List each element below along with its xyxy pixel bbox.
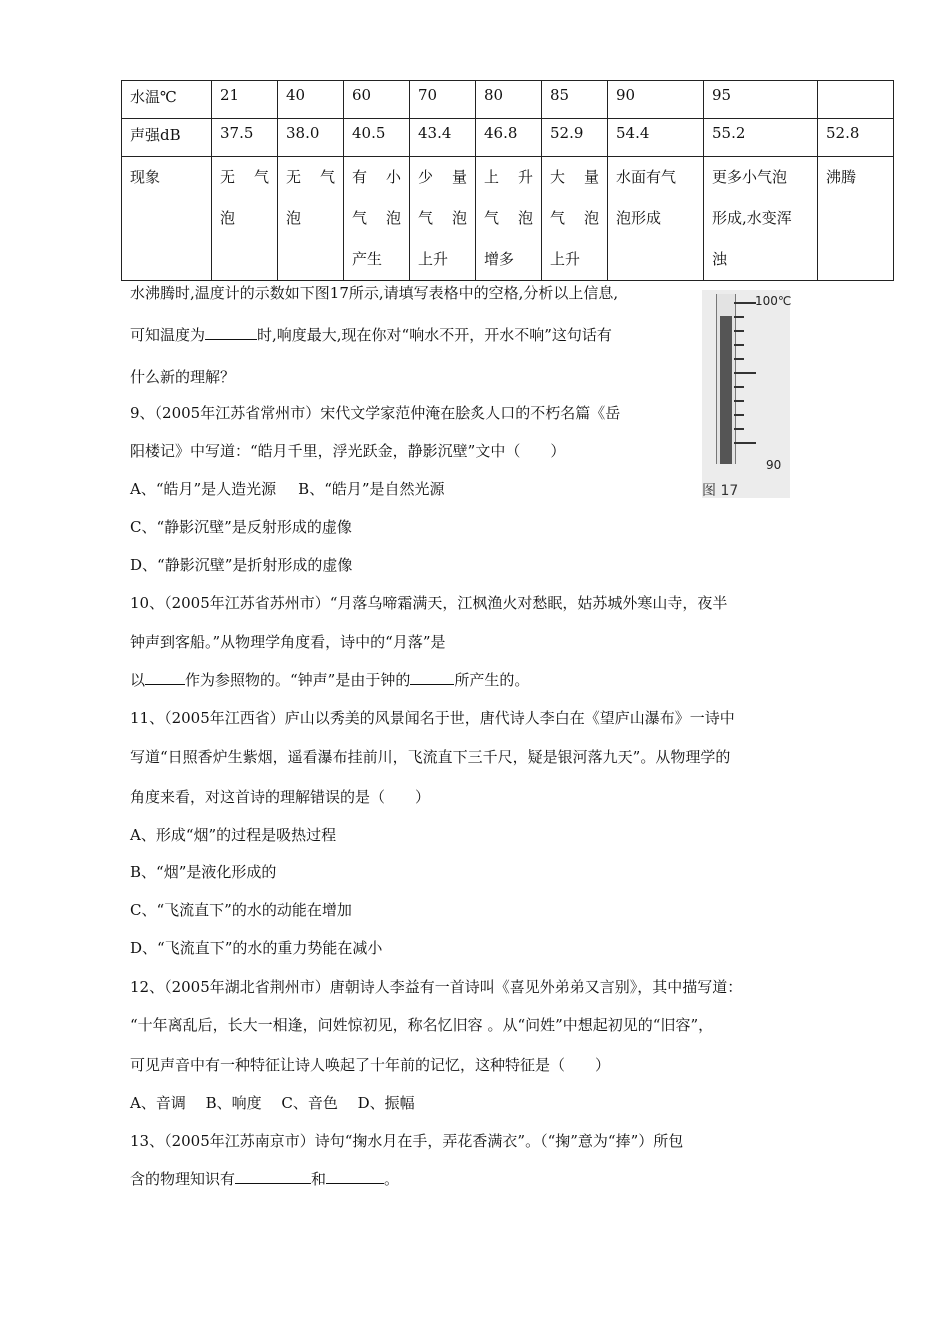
cell-line: 泡: [220, 209, 236, 227]
cell-line: 上升: [418, 250, 449, 268]
table-cell: 52.9: [542, 119, 608, 157]
bottom-scale-label: 90: [766, 458, 782, 472]
cell-line: 泡形成: [616, 209, 662, 227]
table-cell: 80: [476, 81, 542, 119]
table-cell: [818, 157, 894, 281]
data-table: [121, 80, 894, 281]
table-cell: [818, 81, 894, 119]
scale-tick: [734, 302, 756, 304]
cell-line: 大 量: [550, 168, 599, 186]
q11-line1: 11、（2005年江西省）庐山以秀美的风景闻名于世，唐代诗人李白在《望庐山瀑布》一诗中: [130, 709, 735, 727]
table-cell: 54.4: [608, 119, 704, 157]
cell-line: 气 泡: [352, 209, 401, 227]
q9-option-a[interactable]: A、“皓月”是人造光源: [130, 480, 277, 498]
table-cell: 85: [542, 81, 608, 119]
cell-line: 更多小气泡: [712, 168, 788, 186]
table-cell: 21: [212, 81, 278, 119]
table-row: [122, 119, 894, 157]
table-cell: [410, 157, 476, 281]
q10-line3: 以 作为参照物的。“钟声”是由于钟的 所产生的。: [130, 671, 530, 689]
q12-line2: “十年离乱后，长大一相逢，问姓惊初见，称名忆旧容 。从“问姓”中想起初见的“旧容”，: [130, 1016, 714, 1034]
scale-tick: [734, 372, 756, 374]
table-cell: 46.8: [476, 119, 542, 157]
scale-tick: [734, 358, 744, 360]
cell-line: 无 气: [220, 168, 269, 186]
q11-option-b[interactable]: B、“烟”是液化形成的: [130, 863, 277, 881]
table-cell: [542, 157, 608, 281]
mercury-column: [720, 316, 732, 464]
cell-line: 沸腾: [826, 168, 857, 186]
q9-line2: 阳楼记》中写道：“皓月千里，浮光跃金，静影沉壁”文中（ ）: [130, 442, 566, 460]
q11-line3: 角度来看，对这首诗的理解错误的是（ ）: [130, 788, 431, 806]
table-cell: [344, 157, 410, 281]
q8-line2: 可知温度为 时,响度最大,现在你对“响水不开，开水不响”这句话有: [130, 326, 612, 344]
answer-blank[interactable]: [326, 1169, 384, 1184]
scale-tick: [734, 386, 744, 388]
answer-blank[interactable]: [410, 670, 454, 685]
cell-line: 气 泡: [418, 209, 467, 227]
table-cell: 95: [704, 81, 818, 119]
table-cell: 60: [344, 81, 410, 119]
cell-line: 少 量: [418, 168, 467, 186]
scale-tick: [734, 428, 744, 430]
cell-line: 无 气: [286, 168, 335, 186]
table-cell: 40: [278, 81, 344, 119]
table-cell: 43.4: [410, 119, 476, 157]
row-label: 现象: [122, 157, 212, 281]
cell-line: 水面有气: [616, 168, 677, 186]
table-cell: 37.5: [212, 119, 278, 157]
q11-option-d[interactable]: D、“飞流直下”的水的重力势能在减小: [130, 939, 383, 957]
row-label: 水温℃: [122, 81, 212, 119]
table-cell: 40.5: [344, 119, 410, 157]
table-cell: [476, 157, 542, 281]
table-cell: 55.2: [704, 119, 818, 157]
q9-option-d[interactable]: D、“静影沉壁”是折射形成的虚像: [130, 556, 353, 574]
q12-line3: 可见声音中有一种特征让诗人唤起了十年前的记忆，这种特征是（ ）: [130, 1056, 611, 1074]
q11-line2: 写道“日照香炉生紫烟，遥看瀑布挂前川，飞流直下三千尺，疑是银河落九天”。从物理学的: [130, 748, 731, 766]
top-scale-label: 100℃: [755, 294, 792, 308]
cell-line: 泡: [286, 209, 302, 227]
table-cell: 70: [410, 81, 476, 119]
cell-line: 形成,水变浑: [712, 209, 792, 227]
table-row: [122, 157, 894, 281]
cell-line: 浊: [712, 250, 728, 268]
figure-caption: 图 17: [702, 483, 739, 499]
q9-options-ab: [130, 478, 445, 499]
cell-line: 有 小: [352, 168, 401, 186]
cell-line: 气 泡: [550, 209, 599, 227]
table-cell: [704, 157, 818, 281]
answer-blank[interactable]: [205, 325, 257, 340]
q9-line1: 9、（2005年江苏省常州市）宋代文学家范仲淹在脍炙人口的不朽名篇《岳: [130, 404, 621, 422]
row-label: 声强dB: [122, 119, 212, 157]
q9-option-b[interactable]: B、“皓月”是自然光源: [298, 480, 445, 498]
q12-options[interactable]: A、音调 B、响度 C、音色 D、振幅: [130, 1094, 415, 1112]
thermometer-tube: [716, 294, 736, 464]
q12-line1: 12、（2005年湖北省荆州市）唐朝诗人李益有一首诗叫《喜见外弟弟又言别》，其中描写道：: [130, 978, 743, 996]
scale-tick: [734, 400, 744, 402]
table-row: [122, 81, 894, 119]
answer-blank[interactable]: [235, 1169, 311, 1184]
cell-line: 增多: [484, 250, 515, 268]
scale-tick: [734, 344, 744, 346]
scale-tick: [734, 442, 756, 444]
cell-line: 产生: [352, 250, 383, 268]
cell-line: 气 泡: [484, 209, 533, 227]
answer-blank[interactable]: [145, 670, 185, 685]
q13-line1: 13、（2005年江苏南京市）诗句“掬水月在手，弄花香满衣”。（“掬”意为“捧”）所包: [130, 1132, 684, 1150]
scale-tick: [734, 316, 744, 318]
table-cell: 90: [608, 81, 704, 119]
scale-tick: [734, 330, 744, 332]
q13-line2: 含的物理知识有 和 。: [130, 1170, 400, 1188]
q10-line1: 10、（2005年江苏省苏州市）“月落乌啼霜满天，江枫渔火对愁眠，姑苏城外寒山寺，夜半: [130, 594, 728, 612]
scale-tick: [734, 414, 744, 416]
q9-option-c[interactable]: C、“静影沉壁”是反射形成的虚像: [130, 518, 352, 536]
cell-line: 上升: [550, 250, 581, 268]
table-cell: [278, 157, 344, 281]
thermometer-figure: [702, 290, 790, 498]
table-cell: [608, 157, 704, 281]
table-cell: 52.8: [818, 119, 894, 157]
q8-line1: 水沸腾时,温度计的示数如下图17所示,请填写表格中的空格,分析以上信息,: [130, 284, 619, 302]
q8-line3: 什么新的理解？: [130, 368, 236, 386]
table-cell: 38.0: [278, 119, 344, 157]
q11-option-a[interactable]: A、形成“烟”的过程是吸热过程: [130, 826, 337, 844]
cell-line: 上 升: [484, 168, 533, 186]
q10-line2: 钟声到客船。”从物理学角度看，诗中的“月落”是: [130, 633, 446, 651]
table-cell: [212, 157, 278, 281]
q11-option-c[interactable]: C、“飞流直下”的水的动能在增加: [130, 901, 352, 919]
